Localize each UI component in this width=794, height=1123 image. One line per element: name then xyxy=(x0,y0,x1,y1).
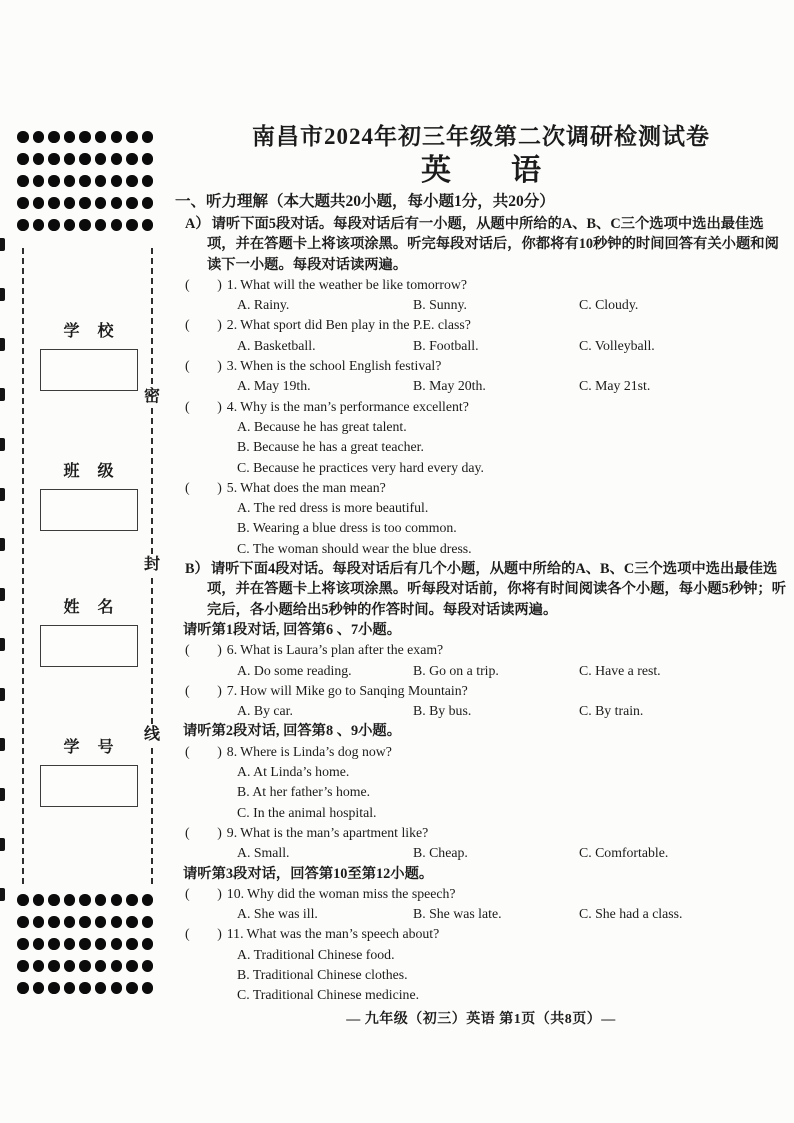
dialog-1-intro: 请听第1段对话, 回答第6 、7小题。 xyxy=(183,621,402,638)
question-8 xyxy=(175,742,787,823)
seal-char-xian: 线 xyxy=(143,726,160,743)
option-c[interactable]: C. Have a rest. xyxy=(579,662,661,678)
option-b[interactable]: B. Traditional Chinese clothes. xyxy=(237,966,408,982)
scan-artifact xyxy=(0,438,5,451)
question-number: 1. xyxy=(226,276,238,292)
school-field xyxy=(40,322,138,391)
question-number: 5. xyxy=(226,479,238,495)
scan-artifact xyxy=(0,788,5,801)
question-text: What sport did Ben play in the P.E. class? xyxy=(240,317,471,333)
option-a[interactable]: A. Rainy. xyxy=(237,297,290,313)
name-field-box[interactable] xyxy=(40,625,138,667)
class-field-box[interactable] xyxy=(40,489,138,531)
question-text: How will Mike go to Sanqing Mountain? xyxy=(240,682,468,698)
part-a-instructions xyxy=(175,214,787,275)
exam-content xyxy=(175,122,787,1006)
option-b[interactable]: B. At her father’s home. xyxy=(237,784,371,800)
scan-artifact xyxy=(0,738,5,751)
part-b-instructions-text: 请听下面4段对话。每段对话后有几个小题，从题中所给的A、B、C三个选项中选出最佳选项，并在答题卡上将该项涂黑。听每段对话前，你将有时间阅读各个小题，每小题5秒钟；听完后，各小题给出5秒钟的作答时间。每段对话读两遍。 xyxy=(207,561,787,618)
option-c[interactable]: C. In the animal hospital. xyxy=(237,804,377,820)
name-field-label: 姓 名 xyxy=(63,599,115,616)
option-c[interactable]: C. Traditional Chinese medicine. xyxy=(237,987,420,1003)
part-b-instructions xyxy=(175,559,787,620)
question-3 xyxy=(175,356,787,397)
option-b[interactable]: B. Because he has a great teacher. xyxy=(237,439,424,455)
question-text: Why did the woman miss the speech? xyxy=(247,885,456,901)
option-a[interactable]: A. May 19th. xyxy=(237,378,311,394)
question-text: What is Laura’s plan after the exam? xyxy=(240,642,444,658)
option-a[interactable]: A. By car. xyxy=(237,703,293,719)
option-b[interactable]: B. Football. xyxy=(413,337,479,353)
scan-artifact xyxy=(0,488,5,501)
question-10 xyxy=(175,884,787,925)
answer-bracket[interactable]: ( ) xyxy=(185,317,222,333)
question-number: 2. xyxy=(226,317,238,333)
seal-margin xyxy=(0,0,165,1123)
option-b[interactable]: B. May 20th. xyxy=(413,378,486,394)
question-text: When is the school English festival? xyxy=(240,358,442,374)
page-footer: — 九年级（初三）英语 第1页（共8页）— xyxy=(346,1012,616,1027)
question-2 xyxy=(175,315,787,356)
question-number: 4. xyxy=(226,398,238,414)
question-7 xyxy=(175,681,787,722)
punch-dot-grid-top xyxy=(17,131,157,241)
scan-artifact xyxy=(0,638,5,651)
seal-char-mi: 密 xyxy=(143,388,160,405)
punch-dot-grid-bottom xyxy=(17,894,157,1004)
dialog-3-intro: 请听第3段对话，回答第10至第12小题。 xyxy=(183,865,434,882)
option-a[interactable]: A. At Linda’s home. xyxy=(237,764,350,780)
option-a[interactable]: A. Traditional Chinese food. xyxy=(237,946,395,962)
answer-bracket[interactable]: ( ) xyxy=(185,276,222,292)
student-number-field-box[interactable] xyxy=(40,765,138,807)
question-11 xyxy=(175,924,787,1005)
dialog-2-intro: 请听第2段对话, 回答第8 、9小题。 xyxy=(183,723,402,740)
option-a[interactable]: A. Basketball. xyxy=(237,337,316,353)
scan-artifact xyxy=(0,288,5,301)
answer-bracket[interactable]: ( ) xyxy=(185,824,222,840)
option-a[interactable]: A. The red dress is more beautiful. xyxy=(237,500,429,516)
subject-title: 英 语 xyxy=(421,154,541,187)
class-field-label: 班 级 xyxy=(63,463,115,480)
student-number-field-label: 学 号 xyxy=(63,739,115,756)
option-a[interactable]: A. Because he has great talent. xyxy=(237,418,407,434)
scan-artifact xyxy=(0,338,5,351)
question-number: 3. xyxy=(226,358,238,374)
question-text: What does the man mean? xyxy=(240,479,386,495)
option-a[interactable]: A. Do some reading. xyxy=(237,662,352,678)
option-c[interactable]: C. Comfortable. xyxy=(579,845,669,861)
school-field-label: 学 校 xyxy=(63,323,115,340)
question-text: What will the weather be like tomorrow? xyxy=(240,276,467,292)
option-c[interactable]: C. May 21st. xyxy=(579,378,651,394)
scan-artifact xyxy=(0,238,5,251)
answer-bracket[interactable]: ( ) xyxy=(185,398,222,414)
question-text: Where is Linda’s dog now? xyxy=(240,743,392,759)
question-number: 7. xyxy=(226,682,238,698)
question-text: What is the man’s apartment like? xyxy=(240,824,429,840)
part-a-label: A） xyxy=(185,216,210,232)
scan-artifact xyxy=(0,888,5,901)
option-b[interactable]: B. Cheap. xyxy=(413,845,468,861)
student-number-field xyxy=(40,738,138,807)
answer-bracket[interactable]: ( ) xyxy=(185,743,222,759)
name-field xyxy=(40,598,138,667)
answer-bracket[interactable]: ( ) xyxy=(185,682,222,698)
school-field-box[interactable] xyxy=(40,349,138,391)
option-c[interactable]: C. Because he practices very hard every day. xyxy=(237,459,484,475)
option-a[interactable]: A. Small. xyxy=(237,845,290,861)
option-c[interactable]: C. By train. xyxy=(579,703,644,719)
seal-dashed-line-left xyxy=(22,248,24,884)
question-9 xyxy=(175,823,787,864)
question-text: What was the man’s speech about? xyxy=(246,926,440,942)
answer-bracket[interactable]: ( ) xyxy=(185,926,222,942)
option-c[interactable]: C. The woman should wear the blue dress. xyxy=(237,540,472,556)
option-b[interactable]: B. She was late. xyxy=(413,906,502,922)
scan-artifact xyxy=(0,538,5,551)
option-b[interactable]: B. Sunny. xyxy=(413,297,467,313)
option-b[interactable]: B. Go on a trip. xyxy=(413,662,499,678)
class-field xyxy=(40,462,138,531)
option-c[interactable]: C. Volleyball. xyxy=(579,337,655,353)
answer-bracket[interactable]: ( ) xyxy=(185,642,222,658)
exam-title: 南昌市2024年初三年级第二次调研检测试卷 xyxy=(252,124,710,149)
option-b[interactable]: B. By bus. xyxy=(413,703,472,719)
option-c[interactable]: C. She had a class. xyxy=(579,906,683,922)
question-number: 9. xyxy=(226,824,238,840)
section-heading-listening: 一、听力理解（本大题共20小题，每小题1分，共20分） xyxy=(175,193,555,210)
question-number: 11. xyxy=(226,926,244,942)
scan-artifact xyxy=(0,838,5,851)
scan-artifact xyxy=(0,388,5,401)
question-number: 6. xyxy=(226,642,238,658)
question-6 xyxy=(175,640,787,681)
part-b-label: B） xyxy=(185,561,209,578)
option-b[interactable]: B. Wearing a blue dress is too common. xyxy=(237,520,457,536)
question-5 xyxy=(175,478,787,559)
answer-bracket[interactable]: ( ) xyxy=(185,479,222,495)
question-text: Why is the man’s performance excellent? xyxy=(240,398,469,414)
answer-bracket[interactable]: ( ) xyxy=(185,358,222,374)
question-1 xyxy=(175,275,787,316)
question-number: 10. xyxy=(226,885,245,901)
scan-artifact xyxy=(0,588,5,601)
scan-artifact xyxy=(0,688,5,701)
answer-bracket[interactable]: ( ) xyxy=(185,885,222,901)
option-a[interactable]: A. She was ill. xyxy=(237,906,318,922)
question-4 xyxy=(175,397,787,478)
part-a-instructions-text: 请听下面5段对话。每段对话后有一小题，从题中所给的A、B、C三个选项中选出最佳选项，并在答题卡上将该项涂黑。听完每段对话后，你都将有10秒钟的时间回答有关小题和阅读下一小题。每段对话读两遍。 xyxy=(207,216,779,273)
seal-char-feng: 封 xyxy=(143,556,160,573)
question-number: 8. xyxy=(226,743,238,759)
option-c[interactable]: C. Cloudy. xyxy=(579,297,639,313)
